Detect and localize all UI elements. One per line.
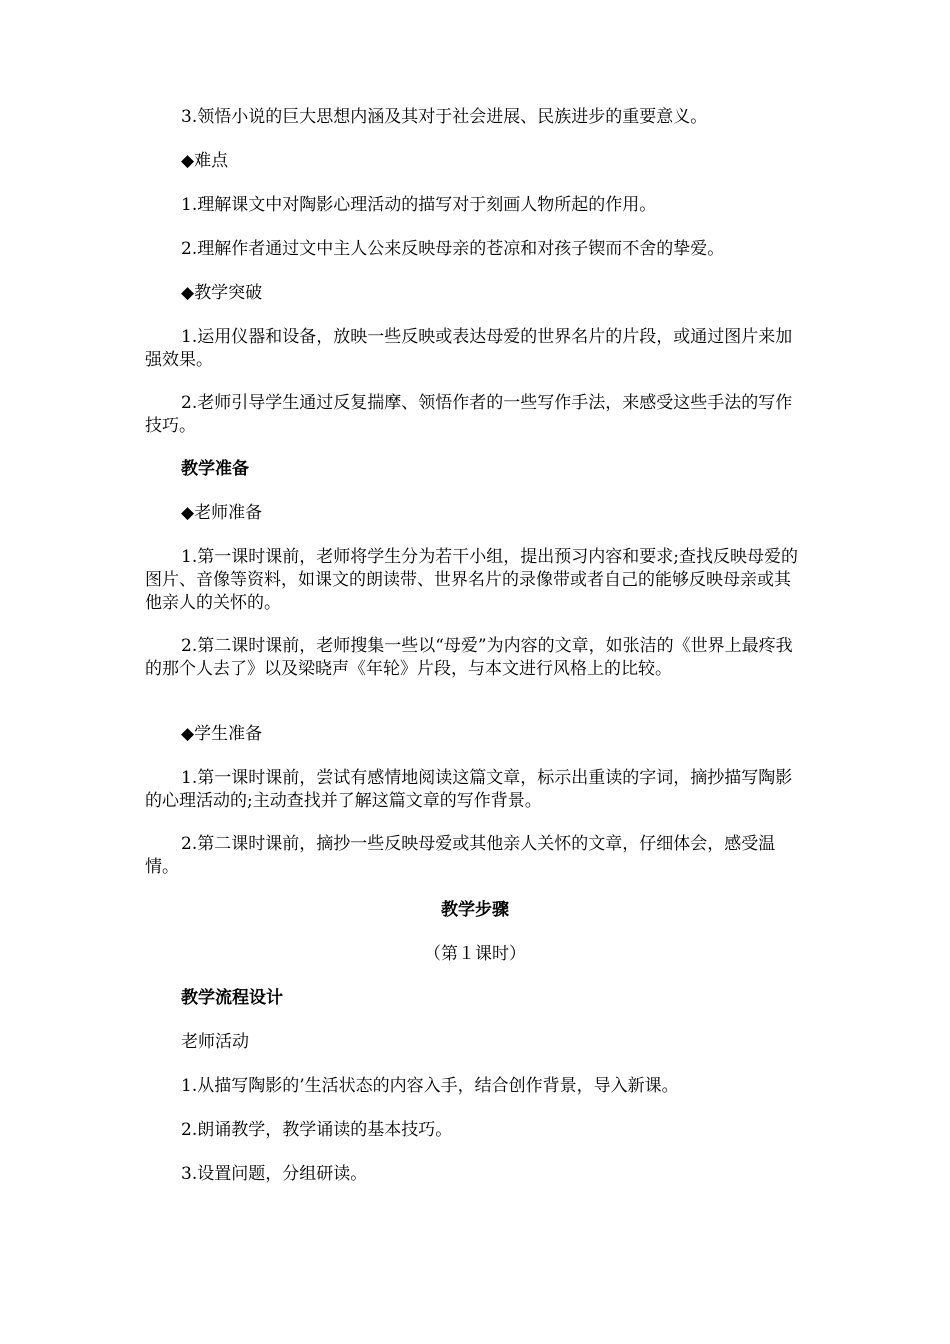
goal-item-3: 3.领悟小说的巨大思想内涵及其对于社会进展、民族进步的重要意义。 bbox=[181, 107, 708, 127]
heading-teacher-activity: 老师活动 bbox=[181, 1032, 249, 1052]
difficulty-item-2: 2.理解作者通过文中主人公来反映母亲的苍凉和对孩子锲而不舍的挚爱。 bbox=[181, 239, 725, 259]
student-prep-item-1: 1.第一课时课前，尝试有感情地阅读这篇文章，标示出重读的字词，摘抄描写陶影的心理活动的;主动查找并了解这篇文章的写作背景。 bbox=[145, 768, 793, 811]
section-title-preparation: 教学准备 bbox=[181, 459, 249, 479]
breakthrough-item-1: 1.运用仪器和设备，放映一些反映或表达母爱的世界名片的片段，或通过图片来加强效果。 bbox=[145, 327, 793, 370]
heading-student-prep: ◆学生准备 bbox=[181, 724, 263, 744]
teacher-activity-item-2: 2.朗诵教学，教学诵读的基本技巧。 bbox=[181, 1120, 453, 1140]
teacher-activity-item-1: 1.从描写陶影的’生活状态的内容入手，结合创作背景，导入新课。 bbox=[181, 1076, 679, 1096]
heading-breakthrough: ◆教学突破 bbox=[181, 283, 263, 303]
difficulty-item-1: 1.理解课文中对陶影心理活动的描写对于刻画人物所起的作用。 bbox=[181, 195, 657, 215]
section-title-steps: 教学步骤 bbox=[441, 900, 509, 920]
student-prep-item-2: 2.第二课时课前，摘抄一些反映母爱或其他亲人关怀的文章，仔细体会，感受温情。 bbox=[145, 834, 776, 877]
heading-difficulty: ◆难点 bbox=[181, 151, 229, 171]
teacher-activity-item-3: 3.设置问题，分组研读。 bbox=[181, 1164, 368, 1184]
breakthrough-item-2: 2.老师引导学生通过反复揣摩、领悟作者的一些写作手法，来感受这些手法的写作技巧。 bbox=[145, 393, 793, 436]
teacher-prep-item-1: 1.第一课时课前，老师将学生分为若干小组，提出预习内容和要求;查找反映母爱的图片、音像等资料，如课文的朗读带、世界名片的录像带或者自己的能够反映母亲或其他亲人的关怀的。 bbox=[145, 547, 798, 613]
heading-teacher-prep: ◆老师准备 bbox=[181, 503, 263, 523]
section-title-flow-design: 教学流程设计 bbox=[181, 988, 283, 1008]
lesson-period-label: （第１课时） bbox=[424, 944, 526, 964]
teacher-prep-item-2: 2.第二课时课前，老师搜集一些以“母爱”为内容的文章，如张洁的《世界上最疼我的那个人去了》以及梁晓声《年轮》片段，与本文进行风格上的比较。 bbox=[145, 636, 793, 679]
